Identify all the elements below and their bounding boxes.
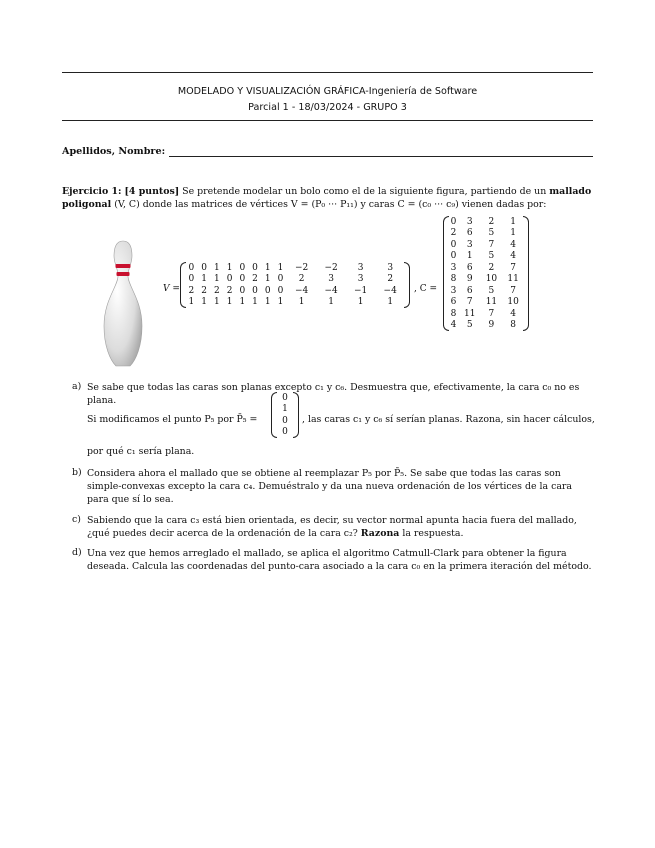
item-c-text-a: Sabiendo que la cara c₃ está bien orientada, es decir, su vector normal apunta hacia fuera del mallado, ¿qué puedes decir acerca de la ordenación de la cara c₂? (87, 515, 577, 539)
c-matrix-row (448, 216, 524, 228)
c-matrix-row (448, 262, 524, 274)
v-matrix-cell: −4 (324, 285, 338, 296)
c-matrix-cell: 11 (463, 308, 476, 319)
c-matrix-cell: 5 (488, 251, 495, 262)
c-matrix-cell: 6 (466, 228, 473, 239)
c-matrix-cell: 3 (466, 216, 473, 227)
v-matrix-row (185, 285, 405, 297)
c-matrix-cell: 6 (466, 285, 473, 296)
c-matrix-cell: 5 (466, 320, 473, 331)
v-matrix-cell: 1 (357, 297, 364, 308)
c-matrix-row (448, 320, 524, 332)
item-a-line2-pre: Si modificamos el punto P₅ por P̄₅ = (87, 414, 258, 425)
c-matrix-cell: 7 (510, 262, 516, 273)
v-matrix-cell: 0 (239, 285, 246, 296)
c-matrix-cell: 0 (450, 251, 457, 262)
c-matrix-cell: 2 (488, 216, 495, 227)
intro-text-b: (V, C) donde las matrices de vértices V = (P₀ ··· P₁₁) y caras C = (c₀ ··· c₉) vienen dadas por: (114, 199, 547, 210)
c-matrix-cell: 10 (485, 274, 498, 285)
c-matrix-cell: 9 (466, 274, 473, 285)
p5-vector-cell: 0 (282, 392, 288, 403)
item-a-label: a) (72, 381, 82, 392)
v-matrix-cell: 1 (264, 262, 271, 273)
c-matrix-cell: 1 (510, 216, 516, 227)
c-matrix-cell: 4 (510, 239, 516, 250)
c-matrix-cell: 8 (450, 274, 457, 285)
c-matrix-row (448, 274, 524, 286)
c-matrix-row (448, 285, 524, 297)
v-matrix-cell: 2 (252, 274, 258, 285)
v-matrix-cell: 1 (387, 297, 394, 308)
exam-subtitle: Parcial 1 - 18/03/2024 - GRUPO 3 (248, 102, 407, 113)
c-matrix-cell: 3 (450, 285, 457, 296)
v-matrix-cell: 1 (264, 274, 271, 285)
v-matrix-row (185, 297, 405, 309)
name-line[interactable] (169, 147, 593, 157)
item-c-text (87, 514, 595, 540)
v-matrix-cell: 1 (201, 297, 207, 308)
v-matrix-cell: 1 (213, 297, 220, 308)
v-matrix-cell: 0 (226, 274, 233, 285)
v-matrix-cell: 2 (298, 274, 305, 285)
p5-vector (271, 392, 299, 438)
v-matrix-cell: 1 (264, 297, 271, 308)
v-matrix-cell: 1 (188, 297, 195, 308)
item-c-bold: Razona (360, 528, 400, 539)
p5-vector-row (276, 415, 294, 427)
c-matrix-cell: 4 (450, 320, 457, 331)
v-matrix-cell: 3 (357, 262, 364, 273)
p5-vector-cell: 0 (282, 427, 288, 438)
c-matrix-cell: 3 (450, 262, 457, 273)
bowling-pin-image (100, 238, 146, 368)
v-matrix-cell: 1 (226, 297, 233, 308)
item-a-line1: Se sabe que todas las caras son planas excepto c₁ y c₆. Desmuestra que, efectivamente, la cara c₀ no es plana. (87, 382, 580, 406)
c-matrix-row (448, 239, 524, 251)
v-matrix-cell: 3 (387, 262, 394, 273)
p5-vector-row (276, 392, 294, 404)
exercise-intro (62, 185, 593, 211)
v-matrix-cell: 3 (328, 274, 334, 285)
item-d-label: d) (72, 547, 82, 558)
v-matrix-cell: 2 (201, 285, 207, 296)
v-matrix-cell: 1 (328, 297, 334, 308)
v-matrix-cell: 0 (277, 285, 284, 296)
item-c-text-b: la respuesta. (402, 528, 464, 539)
v-matrix-cell: 1 (277, 297, 284, 308)
v-matrix-cell: 1 (226, 262, 233, 273)
c-matrix-cell: 1 (510, 228, 516, 239)
item-b-text: Considera ahora el mallado que se obtiene al reemplazar P₅ por P̄₅. Se sabe que todas las caras son simple-convexas excepto la cara c₄. Demuéstralo y da una nueva ordenación de los vértices de la cara para que sí lo sea. (87, 468, 572, 505)
c-matrix-cell: 4 (510, 251, 516, 262)
c-matrix-cell: 2 (450, 228, 457, 239)
c-matrix-cell: 6 (450, 297, 457, 308)
v-matrix-cell: −4 (294, 285, 309, 296)
c-matrix-cell: 4 (510, 308, 516, 319)
v-matrix-cell: 0 (201, 262, 207, 273)
c-matrix (443, 216, 529, 331)
name-field-row[interactable] (62, 143, 593, 157)
v-matrix-cell: 0 (188, 262, 195, 273)
v-matrix-cell: 1 (239, 297, 246, 308)
v-matrix-cell: 1 (213, 262, 220, 273)
v-matrix-cell: 2 (213, 285, 220, 296)
exercise-points: [4 puntos] (124, 186, 180, 197)
c-matrix-row (448, 297, 524, 309)
v-matrix-cell: 0 (277, 274, 284, 285)
header-bottom-rule (62, 120, 593, 121)
p5-vector-cell: 0 (282, 415, 288, 426)
c-matrix-cell: 0 (450, 239, 457, 250)
c-matrix-row (448, 251, 524, 263)
c-matrix-cell: 6 (466, 262, 473, 273)
v-matrix-cell: 0 (188, 274, 195, 285)
v-matrix-cell: 0 (252, 262, 258, 273)
exercise-title: Ejercicio 1: (62, 186, 122, 197)
c-matrix-cell: 8 (510, 320, 516, 331)
p5-vector-cell: 1 (282, 404, 288, 415)
c-matrix-label: , C = (414, 284, 438, 294)
v-matrix-cell: 0 (264, 285, 271, 296)
v-matrix-cell: 2 (226, 285, 233, 296)
c-matrix-cell: 1 (466, 251, 473, 262)
c-matrix-cell: 0 (450, 216, 457, 227)
v-matrix-cell: 0 (252, 285, 258, 296)
c-matrix-cell: 8 (450, 308, 457, 319)
name-label: Apellidos, Nombre: (62, 146, 166, 157)
top-rule (62, 72, 593, 73)
v-matrix-cell: 2 (387, 274, 394, 285)
c-matrix-cell: 11 (507, 274, 519, 285)
v-matrix-cell: 1 (213, 274, 220, 285)
intro-text-a: Se pretende modelar un bolo como el de la siguiente figura, partiendo de un (182, 186, 547, 197)
p5-vector-row (276, 427, 294, 439)
c-matrix-cell: 7 (488, 308, 495, 319)
item-b-label: b) (72, 467, 82, 478)
c-matrix-cell: 11 (485, 297, 498, 308)
v-matrix-cell: 0 (239, 262, 246, 273)
c-matrix-cell: 5 (488, 228, 495, 239)
c-matrix-cell: 5 (488, 285, 495, 296)
item-c-label: c) (72, 514, 81, 525)
v-matrix-cell: −2 (294, 262, 309, 273)
c-matrix-cell: 10 (507, 297, 519, 308)
c-matrix-row (448, 228, 524, 240)
v-matrix-cell: −2 (324, 262, 338, 273)
v-matrix-cell: −1 (353, 285, 368, 296)
v-matrix-cell: 1 (277, 262, 284, 273)
course-title: MODELADO Y VISUALIZACIÓN GRÁFICA-Ingeniería de Software (177, 86, 478, 97)
v-matrix-cell: 1 (252, 297, 258, 308)
c-matrix-cell: 7 (488, 239, 495, 250)
c-matrix-cell: 7 (510, 285, 516, 296)
c-matrix-cell: 7 (466, 297, 473, 308)
c-matrix-cell: 3 (466, 239, 473, 250)
item-a-line3: por qué c₁ sería plana. (87, 446, 195, 457)
c-matrix-cell: 9 (488, 320, 495, 331)
v-matrix-cell: 1 (201, 274, 207, 285)
v-matrix-cell: 2 (188, 285, 195, 296)
v-matrix-row (185, 274, 405, 286)
item-d-text: Una vez que hemos arreglado el mallado, se aplica el algoritmo Catmull-Clark para obtener la figura deseada. Calcula las coordenadas del punto-cara asociado a la cara c₀ en la primera iteración del método. (87, 548, 592, 572)
v-matrix-row (185, 262, 405, 274)
intro-bold: mallado poligonal (62, 186, 592, 210)
v-matrix-label: V = (163, 284, 180, 294)
item-a-line2-post: , las caras c₁ y c₆ sí serían planas. Razona, sin hacer cálculos, (302, 414, 595, 425)
v-matrix-cell: 1 (298, 297, 305, 308)
v-matrix-cell: 0 (239, 274, 246, 285)
v-matrix-cell: −4 (383, 285, 397, 296)
c-matrix-row (448, 308, 524, 320)
c-matrix-cell: 2 (488, 262, 495, 273)
v-matrix-cell: 3 (357, 274, 364, 285)
v-matrix (180, 262, 410, 308)
p5-vector-row (276, 404, 294, 416)
